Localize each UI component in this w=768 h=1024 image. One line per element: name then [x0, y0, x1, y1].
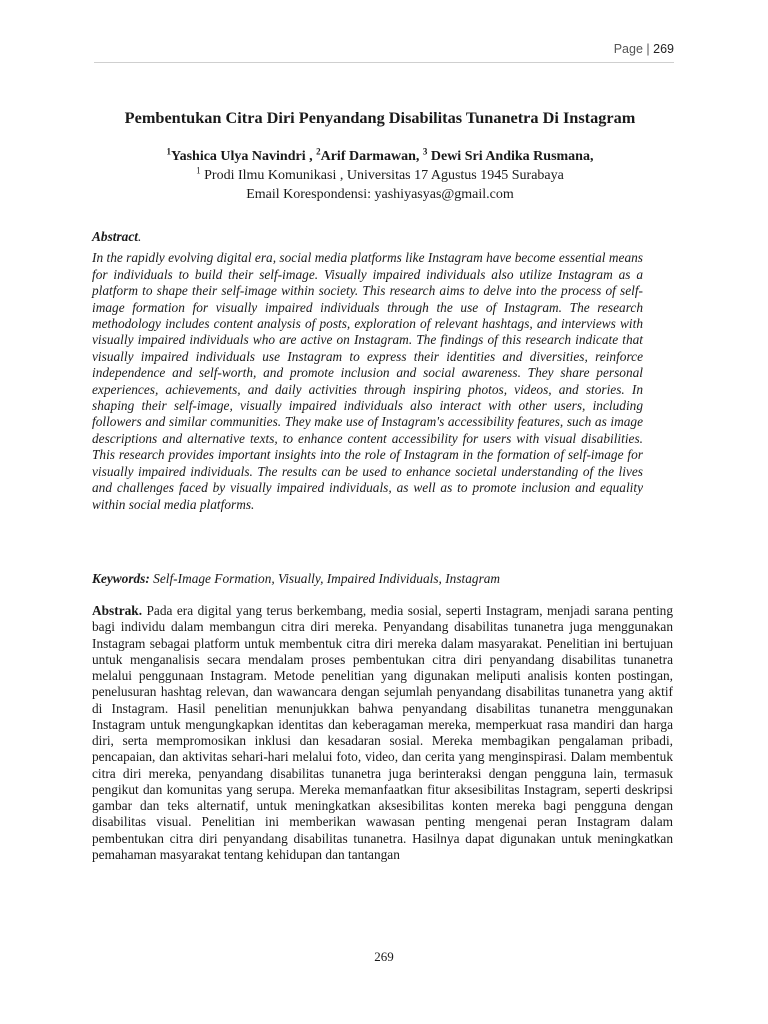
- keywords-text: Self-Image Formation, Visually, Impaired Individuals, Instagram: [153, 571, 501, 586]
- page-label: Page: [613, 42, 643, 56]
- abstrak-section: [92, 603, 673, 863]
- paper-title: Pembentukan Citra Diri Penyandang Disabilitas Tunanetra Di Instagram: [124, 108, 636, 127]
- author2-sup: 2: [316, 146, 321, 157]
- author-names: [80, 147, 680, 166]
- author3-name: Dewi Sri Andika Rusmana,: [430, 149, 594, 164]
- header-separator: |: [646, 42, 650, 56]
- running-header: [614, 42, 674, 56]
- keywords-line: [92, 571, 672, 587]
- author-block: [80, 147, 680, 204]
- header-page-number: 269: [653, 42, 674, 56]
- keywords-label: Keywords:: [92, 571, 150, 586]
- abstract-heading-period: .: [137, 229, 142, 244]
- header-rule: [94, 62, 674, 63]
- abstract-section: [92, 229, 643, 513]
- affiliation-sup: 1: [196, 165, 201, 176]
- author1-name: Yashica Ulya Navindri ,: [171, 149, 313, 164]
- correspondence-email: Email Korespondensi: yashiyasyas@gmail.com: [246, 187, 514, 202]
- author3-sup: 3: [422, 146, 428, 157]
- abstract-heading: Abstract: [92, 229, 138, 244]
- affiliation: [80, 166, 680, 185]
- affiliation-text: Prodi Ilmu Komunikasi , Universitas 17 Agustus 1945 Surabaya: [204, 168, 564, 183]
- abstract-text: In the rapidly evolving digital era, social media platforms like Instagram have become essential means for individuals to build their self-image. Visually impaired individuals also utilize Instagram as a platform to shape their self-image within society. This research aims to delve into the process of self-image formation for visually impaired individuals through the use of Instagram. The research methodology includes content analysis of posts, exploration of relevant hashtags, and interviews with visually impaired individuals who are active on Instagram. The findings of this research indicate that visually impaired individuals use Instagram to express their identities and diversities, reinforce independence and self-worth, and promote inclusion and social awareness. They share personal experiences, achievements, and daily activities through inspiring photos, videos, and stories. In shaping their self-image, visually impaired individuals also interact with other users, including followers and similar communities. They make use of Instagram's accessibility features, such as image descriptions and alternative texts, to enhance content accessibility for users with visual disabilities. This research provides important insights into the role of Instagram in the formation of self-image for visually impaired individuals. The results can be used to enhance societal understanding of the lives and challenges faced by visually impaired individuals, as well as to promote inclusion and equality within social media platforms.: [92, 250, 643, 512]
- footer-page-number: 269: [374, 949, 394, 964]
- abstrak-label: Abstrak.: [92, 603, 143, 618]
- abstract-heading-line: [92, 229, 643, 245]
- abstrak-text: Pada era digital yang terus berkembang, media sosial, seperti Instagram, menjadi sarana penting bagi individu dalam membangun citra diri mereka. Penyandang disabilitas tunanetra juga menggunakan Instagram sebagai platform untuk membentuk citra diri mereka dalam masyarakat. Penelitian ini bertujuan untuk menganalisis secara mendalam proses pembentukan citra diri penyandang disabilitas tunanetra melalui penggunaan Instagram. Metode penelitian yang digunakan meliputi analisis konten postingan, penelusuran hashtag relevan, dan wawancara dengan sejumlah penyandang disabilitas tunanetra yang aktif di Instagram. Hasil penelitian menunjukkan bahwa penyandang disabilitas tunanetra menggunakan Instagram untuk mengungkapkan identitas dan keberagaman mereka, memperkuat rasa mandiri dan harga diri, serta mempromosikan inklusi dan kesadaran sosial. Mereka membagikan pengalaman pribadi, pencapaian, dan aktivitas sehari-hari melalui foto, video, dan cerita yang menginspirasi. Dalam membentuk citra diri mereka, penyandang disabilitas tunanetra juga berinteraksi dengan pengguna lain, termasuk pengikut dan komunitas yang serupa. Mereka memanfaatkan fitur aksesibilitas Instagram, seperti deskripsi gambar dan teks alternatif, untuk meningkatkan aksesibilitas konten mereka bagi pengguna dengan disabilitas visual. Penelitian ini memberikan wawasan penting mengenai peran Instagram dalam pembentukan citra diri penyandang disabilitas tunanetra. Hasilnya dapat digunakan untuk meningkatkan pemahaman masyarakat tentang kehidupan dan tantangan: [92, 603, 673, 862]
- author2-name: Arif Darmawan,: [320, 149, 420, 164]
- author1-sup: 1: [166, 146, 172, 157]
